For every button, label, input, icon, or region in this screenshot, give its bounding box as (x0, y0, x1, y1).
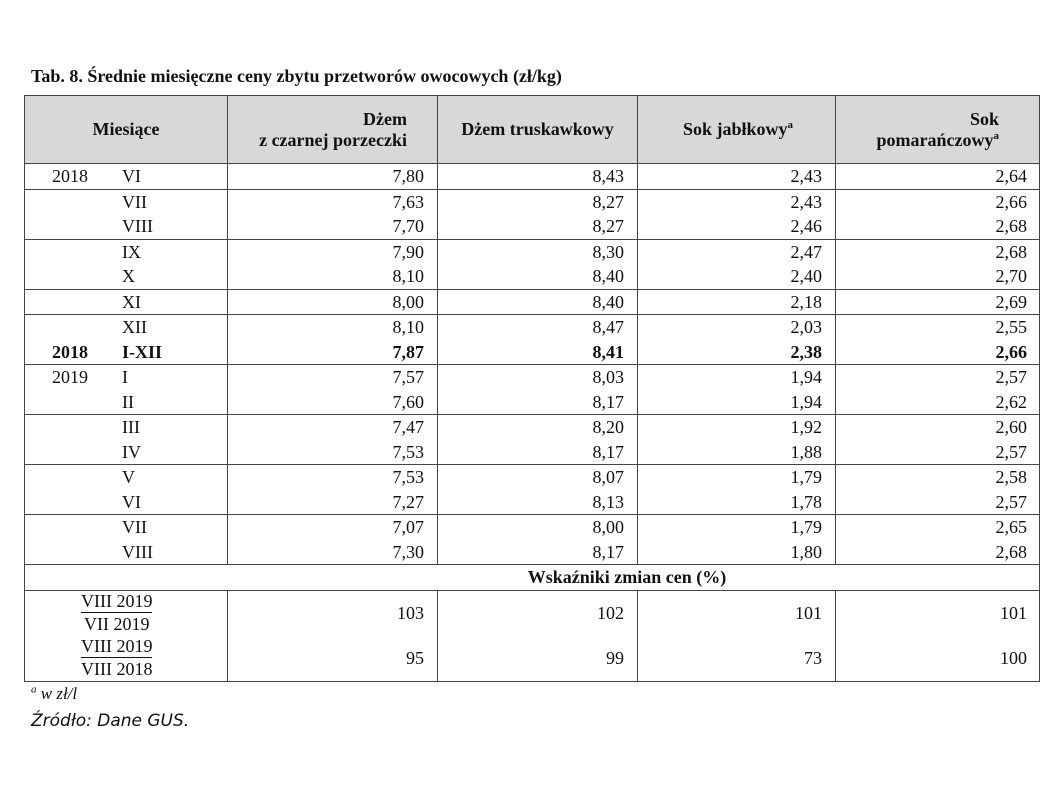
period-ratio (81, 636, 152, 679)
month-label: VI (122, 491, 141, 512)
value-cell: 8,27 (438, 189, 638, 214)
value-cell: 8,00 (228, 289, 438, 315)
value-cell: 2,68 (836, 214, 1040, 239)
table-row (25, 340, 1040, 365)
value-cell: 8,40 (438, 264, 638, 289)
value-cell: 1,78 (638, 490, 836, 515)
month-label: XII (122, 317, 147, 338)
indices-banner-row (25, 565, 1040, 591)
value-cell: 2,57 (836, 365, 1040, 390)
value-cell: 1,94 (638, 390, 836, 415)
month-label: III (122, 417, 140, 438)
period-cell (25, 315, 228, 340)
value-cell: 2,03 (638, 315, 836, 340)
month-label: VI (122, 166, 141, 187)
period-cell (25, 214, 228, 239)
month-label: IV (122, 441, 141, 462)
value-cell: 8,20 (438, 415, 638, 440)
value-cell: 2,58 (836, 465, 1040, 490)
month-label: VIII (122, 216, 153, 237)
value-cell: 2,40 (638, 264, 836, 289)
value-cell: 2,69 (836, 289, 1040, 315)
period-cell (25, 415, 228, 440)
period-cell (25, 540, 228, 565)
month-label: V (122, 467, 135, 488)
table-row (25, 540, 1040, 565)
value-cell: 7,57 (228, 365, 438, 390)
index-period-cell (25, 590, 228, 636)
value-cell: 2,18 (638, 289, 836, 315)
period-cell (25, 515, 228, 540)
year-label: 2018 (52, 341, 88, 362)
value-cell: 2,43 (638, 189, 836, 214)
value-cell: 8,10 (228, 264, 438, 289)
table-row (25, 189, 1040, 214)
value-cell: 2,65 (836, 515, 1040, 540)
indices-title: Wskaźniki zmian cen (%) (25, 565, 1040, 591)
value-cell: 7,53 (228, 465, 438, 490)
month-label: I (122, 367, 128, 388)
value-cell: 8,43 (438, 164, 638, 190)
value-cell: 2,43 (638, 164, 836, 190)
month-label: VII (122, 517, 147, 538)
value-cell: 2,55 (836, 315, 1040, 340)
table-row (25, 239, 1040, 264)
index-value-cell: 103 (228, 590, 438, 636)
month-label: X (122, 266, 135, 287)
value-cell: 7,90 (228, 239, 438, 264)
ratio-numerator: VIII 2019 (81, 590, 153, 611)
value-cell: 7,07 (228, 515, 438, 540)
value-cell: 2,57 (836, 440, 1040, 465)
value-cell: 1,94 (638, 365, 836, 390)
ratio-numerator: VIII 2019 (81, 635, 153, 656)
header-strawberry-jam: Dżem truskawkowy (438, 96, 638, 164)
month-label: VII (122, 191, 147, 212)
value-cell: 7,47 (228, 415, 438, 440)
table-row (25, 490, 1040, 515)
value-cell: 2,38 (638, 340, 836, 365)
value-cell: 8,10 (228, 315, 438, 340)
value-cell: 7,27 (228, 490, 438, 515)
value-cell: 8,30 (438, 239, 638, 264)
table-title: Tab. 8. Średnie miesięczne ceny zbytu przetworów owocowych (zł/kg) (31, 66, 562, 86)
value-cell: 2,66 (836, 189, 1040, 214)
period-cell (25, 440, 228, 465)
year-label: 2019 (52, 367, 88, 388)
value-cell: 2,57 (836, 490, 1040, 515)
table-row (25, 365, 1040, 390)
header-blackcurrant-jam: Dżem z czarnej porzeczki (228, 96, 438, 164)
period-cell (25, 340, 228, 365)
period-cell (25, 189, 228, 214)
table-row (25, 515, 1040, 540)
table-row (25, 315, 1040, 340)
value-cell: 2,46 (638, 214, 836, 239)
value-cell: 2,68 (836, 239, 1040, 264)
value-cell: 8,17 (438, 540, 638, 565)
period-cell (25, 264, 228, 289)
table-row (25, 164, 1040, 190)
month-label: I-XII (122, 341, 163, 362)
table-row (25, 390, 1040, 415)
header-months: Miesiące (25, 96, 228, 164)
table-row (25, 289, 1040, 315)
value-cell: 8,13 (438, 490, 638, 515)
value-cell: 1,79 (638, 515, 836, 540)
month-label: IX (122, 241, 141, 262)
index-value-cell: 102 (438, 590, 638, 636)
value-cell: 8,07 (438, 465, 638, 490)
footnote: $^a$ w zł/l (31, 683, 78, 703)
value-cell: 2,62 (836, 390, 1040, 415)
value-cell: 8,00 (438, 515, 638, 540)
period-cell (25, 289, 228, 315)
value-cell: 1,88 (638, 440, 836, 465)
value-cell: 2,47 (638, 239, 836, 264)
period-cell (25, 239, 228, 264)
value-cell: 7,80 (228, 164, 438, 190)
value-cell: 7,60 (228, 390, 438, 415)
value-cell: 2,70 (836, 264, 1040, 289)
value-cell: 8,17 (438, 390, 638, 415)
period-cell (25, 490, 228, 515)
ratio-denominator: VII 2019 (83, 613, 150, 634)
value-cell: 2,60 (836, 415, 1040, 440)
value-cell: 8,03 (438, 365, 638, 390)
value-cell: 2,66 (836, 340, 1040, 365)
value-cell: 2,68 (836, 540, 1040, 565)
period-ratio (81, 591, 152, 634)
value-cell: 7,87 (228, 340, 438, 365)
index-value-cell: 101 (836, 590, 1040, 636)
index-value-cell: 101 (638, 590, 836, 636)
value-cell: 8,27 (438, 214, 638, 239)
ratio-denominator: VIII 2018 (81, 658, 153, 679)
index-row (25, 636, 1040, 682)
index-period-cell (25, 636, 228, 682)
table-row (25, 415, 1040, 440)
value-cell: 1,92 (638, 415, 836, 440)
index-value-cell: 100 (836, 636, 1040, 682)
value-cell: 1,79 (638, 465, 836, 490)
value-cell: 8,17 (438, 440, 638, 465)
year-label: 2018 (52, 166, 88, 187)
month-label: II (122, 391, 134, 412)
value-cell: 7,63 (228, 189, 438, 214)
index-value-cell: 95 (228, 636, 438, 682)
table-row (25, 440, 1040, 465)
period-cell (25, 465, 228, 490)
index-row (25, 590, 1040, 636)
value-cell: 8,47 (438, 315, 638, 340)
value-cell: 7,30 (228, 540, 438, 565)
month-label: XI (122, 291, 141, 312)
table-row (25, 264, 1040, 289)
value-cell: 1,80 (638, 540, 836, 565)
index-value-cell: 99 (438, 636, 638, 682)
period-cell (25, 164, 228, 190)
header-row (25, 96, 1040, 164)
period-cell (25, 365, 228, 390)
value-cell: 8,41 (438, 340, 638, 365)
table-row (25, 465, 1040, 490)
value-cell: 7,70 (228, 214, 438, 239)
header-apple-juice: Sok jabłkowy$^a$ (638, 96, 836, 164)
value-cell: 2,64 (836, 164, 1040, 190)
table-row (25, 214, 1040, 239)
source-note: Źródło: Dane GUS. (31, 711, 190, 731)
month-label: VIII (122, 541, 153, 562)
value-cell: 8,40 (438, 289, 638, 315)
header-orange-juice: Sok pomarańczowy$^a$ (836, 96, 1040, 164)
value-cell: 7,53 (228, 440, 438, 465)
period-cell (25, 390, 228, 415)
index-value-cell: 73 (638, 636, 836, 682)
price-table (24, 95, 1040, 682)
